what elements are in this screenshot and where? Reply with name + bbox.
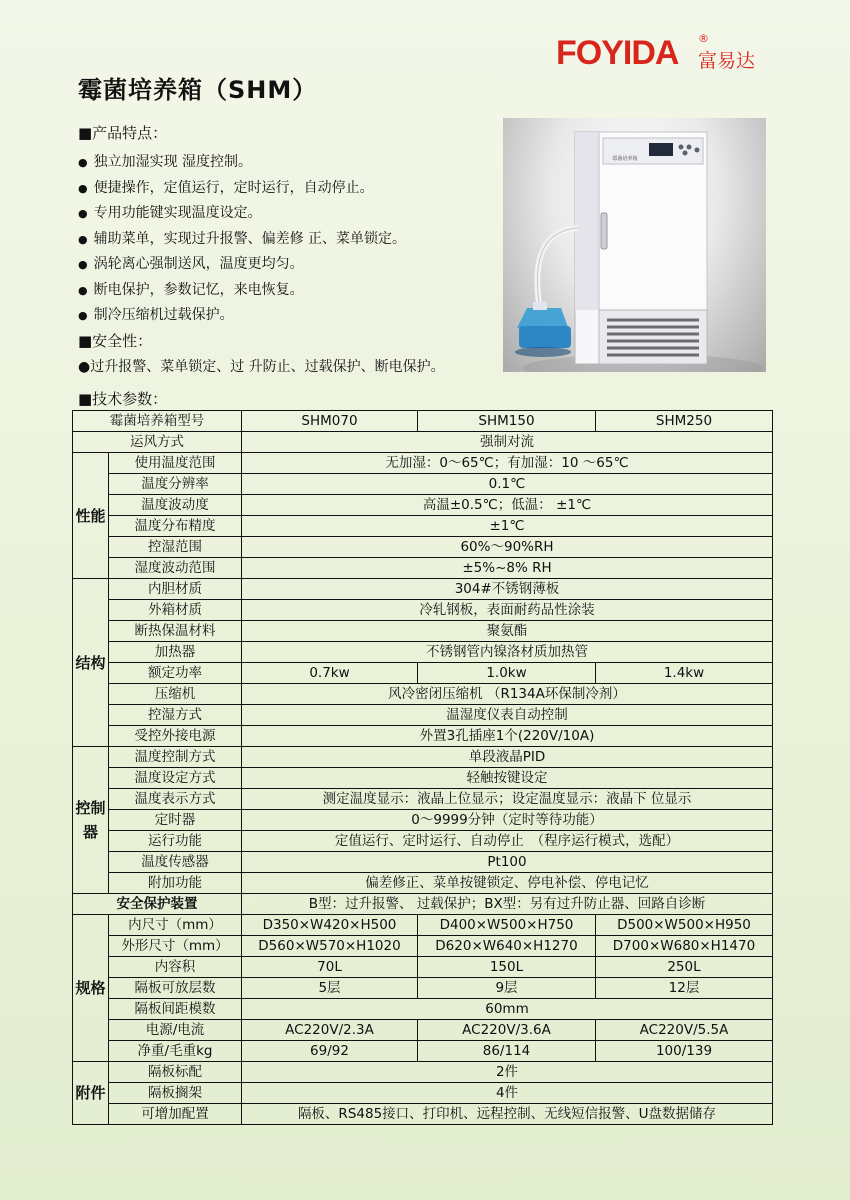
row-label: 安全保护装置	[73, 894, 242, 915]
row-label: 内容积	[109, 957, 242, 978]
row-label: 加热器	[109, 642, 242, 663]
row-label: 内尺寸（mm）	[109, 915, 242, 936]
table-row	[73, 873, 773, 894]
row-value: 0.7kw	[242, 663, 418, 684]
row-value: 高温±0.5℃；低温： ±1℃	[242, 495, 773, 516]
row-value: 1.0kw	[418, 663, 596, 684]
brand-logo	[556, 34, 776, 74]
panel-label: 霉菌培养箱	[612, 156, 638, 162]
row-value: 冷轧钢板，表面耐药品性涂装	[242, 600, 773, 621]
row-value: 风冷密闭压缩机 （R134A环保制冷剂）	[242, 684, 773, 705]
table-row	[73, 936, 773, 957]
table-row	[73, 495, 773, 516]
table-row	[73, 894, 773, 915]
row-value: D700×W680×H1470	[596, 936, 773, 957]
row-label: 外形尺寸（mm）	[109, 936, 242, 957]
table-row	[73, 558, 773, 579]
feature-item: ● 独立加湿实现 湿度控制。	[78, 150, 406, 176]
logo-chinese-name: 富易达	[698, 50, 756, 72]
row-value: 60%～90%RH	[242, 537, 773, 558]
table-row	[73, 726, 773, 747]
row-value: D400×W500×H750	[418, 915, 596, 936]
row-label: 附加功能	[109, 873, 242, 894]
row-value: B型：过升报警、 过载保护；BX型：另有过升防止器、回路自诊断	[242, 894, 773, 915]
row-label: 运行功能	[109, 831, 242, 852]
row-label: 外箱材质	[109, 600, 242, 621]
row-label: 使用温度范围	[109, 453, 242, 474]
row-label: 净重/毛重kg	[109, 1041, 242, 1062]
row-value: 隔板、RS485接口、打印机、远程控制、无线短信报警、U盘数据储存	[242, 1104, 773, 1125]
row-label: 电源/电流	[109, 1020, 242, 1041]
group-label-specification: 规格	[73, 915, 109, 1062]
row-value: 单段液晶PID	[242, 747, 773, 768]
table-row	[73, 768, 773, 789]
group-label-controller: 控制器	[73, 747, 109, 894]
table-row	[73, 579, 773, 600]
row-value: AC220V/5.5A	[596, 1020, 773, 1041]
row-label: 隔板可放层数	[109, 978, 242, 999]
row-value: 9层	[418, 978, 596, 999]
feature-item: ● 涡轮离心强制送风，温度更均匀。	[78, 252, 406, 278]
group-label-accessories: 附件	[73, 1062, 109, 1125]
table-row	[73, 621, 773, 642]
row-value: 70L	[242, 957, 418, 978]
safety-text: ●过升报警、菜单锁定、过 升防止、过载保护、断电保护。	[78, 359, 445, 375]
feature-item: ● 制冷压缩机过载保护。	[78, 303, 406, 329]
row-value: 聚氨酯	[242, 621, 773, 642]
row-label: 温度分布精度	[109, 516, 242, 537]
row-label: 温度设定方式	[109, 768, 242, 789]
table-row	[73, 537, 773, 558]
table-row	[73, 915, 773, 936]
row-label: 内胆材质	[109, 579, 242, 600]
table-row	[73, 1083, 773, 1104]
row-label: 控湿范围	[109, 537, 242, 558]
incubator-illustration	[503, 118, 766, 372]
row-value: 150L	[418, 957, 596, 978]
table-row	[73, 474, 773, 495]
table-row	[73, 1041, 773, 1062]
row-value: 外置3孔插座1个(220V/10A)	[242, 726, 773, 747]
row-value: D350×W420×H500	[242, 915, 418, 936]
table-row	[73, 1020, 773, 1041]
row-value: 12层	[596, 978, 773, 999]
row-label: 额定功率	[109, 663, 242, 684]
table-row	[73, 600, 773, 621]
table-row	[73, 516, 773, 537]
table-row	[73, 705, 773, 726]
row-value: 100/139	[596, 1041, 773, 1062]
row-value: 1.4kw	[596, 663, 773, 684]
feature-item: ● 辅助菜单，实现过升报警、偏差修 正、菜单锁定。	[78, 227, 406, 253]
group-label-performance: 性能	[73, 453, 109, 579]
feature-item: ● 专用功能键实现温度设定。	[78, 201, 406, 227]
row-label: 温度分辨率	[109, 474, 242, 495]
table-row	[73, 663, 773, 684]
row-value: 轻触按键设定	[242, 768, 773, 789]
table-row	[73, 978, 773, 999]
row-value: AC220V/3.6A	[418, 1020, 596, 1041]
logo-wordmark: FOYIDA	[556, 34, 679, 72]
table-row	[73, 642, 773, 663]
row-value: 60mm	[242, 999, 773, 1020]
row-value: 0.1℃	[242, 474, 773, 495]
table-row	[73, 1062, 773, 1083]
group-label-structure: 结构	[73, 579, 109, 747]
feature-item: ● 断电保护，参数记忆，来电恢复。	[78, 278, 406, 304]
model-cell: SHM150	[418, 411, 596, 432]
row-label: 运风方式	[73, 432, 242, 453]
spec-table	[72, 410, 773, 1125]
row-value: 2件	[242, 1062, 773, 1083]
table-row	[73, 831, 773, 852]
features-list	[78, 150, 406, 329]
row-value: D620×W640×H1270	[418, 936, 596, 957]
row-value: 0～9999分钟（定时等待功能）	[242, 810, 773, 831]
table-row	[73, 411, 773, 432]
model-cell: SHM070	[242, 411, 418, 432]
model-label-cell: 霉菌培养箱型号	[73, 411, 242, 432]
row-value: 250L	[596, 957, 773, 978]
row-label: 压缩机	[109, 684, 242, 705]
row-label: 温度表示方式	[109, 789, 242, 810]
row-value: Pt100	[242, 852, 773, 873]
row-value: 69/92	[242, 1041, 418, 1062]
table-row	[73, 789, 773, 810]
row-label: 温度波动度	[109, 495, 242, 516]
feature-item: ● 便捷操作，定值运行，定时运行，自动停止。	[78, 176, 406, 202]
row-label: 温度传感器	[109, 852, 242, 873]
row-value: 强制对流	[242, 432, 773, 453]
row-value: 304#不锈钢薄板	[242, 579, 773, 600]
table-row	[73, 684, 773, 705]
table-row	[73, 852, 773, 873]
row-label: 湿度波动范围	[109, 558, 242, 579]
row-value: 定值运行、定时运行、自动停止 （程序运行模式，选配）	[242, 831, 773, 852]
row-label: 可增加配置	[109, 1104, 242, 1125]
row-value: D560×W570×H1020	[242, 936, 418, 957]
model-cell: SHM250	[596, 411, 773, 432]
row-value: 4件	[242, 1083, 773, 1104]
row-label: 断热保温材料	[109, 621, 242, 642]
row-label: 定时器	[109, 810, 242, 831]
row-label: 隔板间距模数	[109, 999, 242, 1020]
row-label: 温度控制方式	[109, 747, 242, 768]
product-photo	[503, 118, 766, 372]
row-label: 隔板搁架	[109, 1083, 242, 1104]
row-value: ±1℃	[242, 516, 773, 537]
row-value: 不锈钢管内镍洛材质加热管	[242, 642, 773, 663]
page-title: 霉菌培养箱（SHM）	[78, 76, 318, 104]
row-value: 温湿度仪表自动控制	[242, 705, 773, 726]
row-value: 5层	[242, 978, 418, 999]
row-value: ±5%~8% RH	[242, 558, 773, 579]
table-row	[73, 453, 773, 474]
row-label: 隔板标配	[109, 1062, 242, 1083]
table-row	[73, 957, 773, 978]
logo-registered-mark: ®	[698, 32, 709, 45]
row-value: 测定温度显示：液晶上位显示；设定温度显示：液晶下 位显示	[242, 789, 773, 810]
table-row	[73, 747, 773, 768]
features-heading: ■产品特点：	[78, 124, 168, 142]
row-value: 偏差修正、菜单按键锁定、停电补偿、停电记忆	[242, 873, 773, 894]
row-value: AC220V/2.3A	[242, 1020, 418, 1041]
row-value: 86/114	[418, 1041, 596, 1062]
row-label: 受控外接电源	[109, 726, 242, 747]
table-row	[73, 432, 773, 453]
safety-heading: ■安全性：	[78, 332, 153, 350]
table-row	[73, 810, 773, 831]
specs-heading: ■技术参数：	[78, 390, 168, 408]
table-row	[73, 1104, 773, 1125]
row-value: 无加湿：0～65℃；有加湿：10 ～65℃	[242, 453, 773, 474]
row-label: 控湿方式	[109, 705, 242, 726]
row-value: D500×W500×H950	[596, 915, 773, 936]
table-row	[73, 999, 773, 1020]
